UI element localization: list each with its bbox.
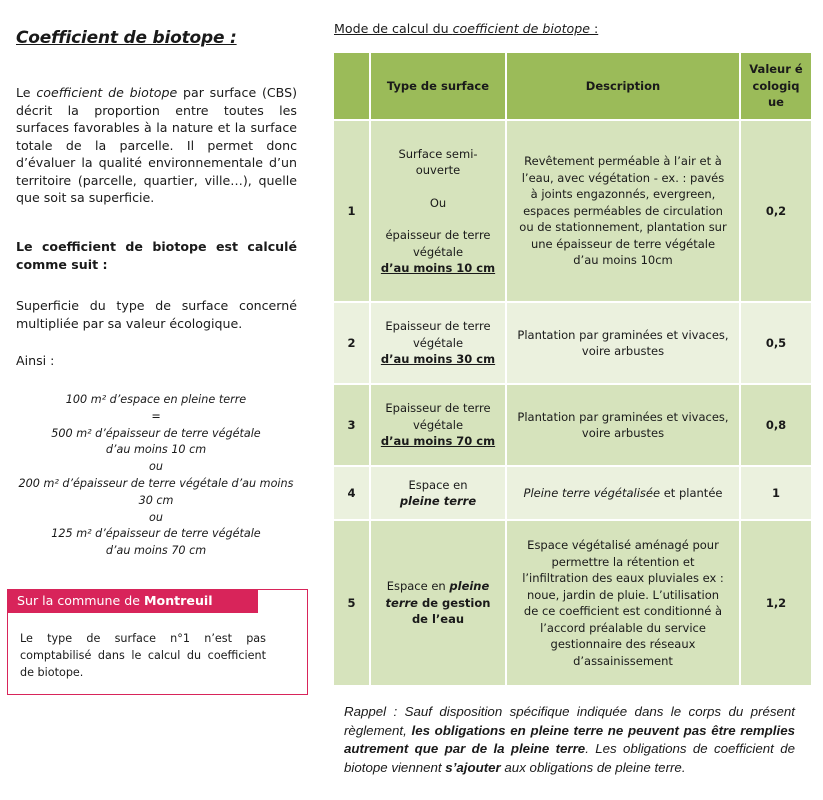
table-title: [334, 21, 598, 36]
type-line: épaisseur de terre végétale: [385, 228, 491, 259]
ainsi-label: Ainsi :: [16, 353, 55, 368]
example-line: 125 m² d’épaisseur de terre végétale: [51, 527, 261, 541]
row-type: [370, 466, 506, 520]
example-line: 200 m² d’épaisseur de terre végétale d’au moins: [18, 476, 294, 490]
type-line: Ou: [429, 195, 447, 210]
example-line: d’au moins 10 cm: [105, 443, 207, 457]
rappel-paragraph: [344, 703, 795, 777]
row-type: [370, 384, 506, 466]
table-row: [333, 520, 812, 686]
box-header-city: Montreuil: [144, 593, 213, 608]
type-text: Espace en: [408, 477, 468, 492]
type-bold: de gestion de l’eau: [411, 595, 491, 627]
header-type: Type de surface: [370, 52, 506, 120]
row-valeur: 0,5: [740, 302, 812, 384]
header-valeur: Valeur écologique: [740, 52, 812, 120]
table-row: [333, 302, 812, 384]
row-num: 4: [333, 466, 370, 520]
page-title: Coefficient de biotope :: [16, 28, 237, 48]
intro-paragraph: [16, 84, 297, 207]
row-valeur: 0,8: [740, 384, 812, 466]
example-line: ou: [149, 460, 163, 474]
rappel-bold: les obligations en pleine terre ne peuvent pas être remplies autrement que par de la pleine terre: [344, 722, 795, 756]
rappel-text: . Les obligations de coefficient de biotope viennent: [344, 741, 795, 775]
rappel-bold: s’ajouter: [445, 759, 501, 775]
example-line: 30 cm: [138, 493, 174, 507]
type-underlined: d’au moins 70 cm: [380, 434, 496, 449]
row-valeur: 1: [740, 466, 812, 520]
description-italic: Pleine terre végétalisée: [523, 485, 661, 500]
examples-block: [10, 392, 302, 560]
example-line: 500 m² d’épaisseur de terre végétale: [51, 426, 261, 440]
table-title-end: :: [589, 21, 599, 36]
rappel-text: aux obligations de pleine terre.: [500, 759, 686, 775]
row-type: [370, 302, 506, 384]
example-line: =: [151, 409, 161, 423]
type-underlined: d’au moins 10 cm: [380, 261, 496, 275]
row-description: Revêtement perméable à l’air et à l’eau, avec végétation - ex. : pavés à joints engazonnés, evergreen, espaces perméables de circulation ou de stationnement, plantation sur une épaisseur de terre végétale d’au moins 10cm: [506, 120, 740, 302]
type-line: Epaisseur de terre végétale: [385, 319, 491, 350]
example-line: d’au moins 70 cm: [105, 544, 207, 558]
row-num: 2: [333, 302, 370, 384]
row-description: [506, 466, 740, 520]
example-line: 100 m² d’espace en pleine terre: [65, 393, 247, 406]
table-title-start: Mode de calcul du: [334, 21, 453, 36]
row-num: 1: [333, 120, 370, 302]
table-row: [333, 120, 812, 302]
intro-text-rest: par surface (CBS) décrit la proportion entre toutes les surfaces favorables à la nature et la surface totale de la parcelle. Il permet donc d’évaluer la qualité environnementale d’un territoire (parcelle, quartier, ville…), quelle que soit sa superficie.: [16, 85, 297, 205]
row-description: Plantation par graminées et vivaces, voire arbustes: [506, 384, 740, 466]
biotope-table: [332, 51, 813, 687]
type-line: Surface semi-ouverte: [398, 146, 478, 177]
rappel-text: Rappel : Sauf disposition spécifique indiquée dans le corps du présent règlement,: [344, 704, 795, 738]
type-underlined: d’au moins 30 cm: [380, 352, 496, 367]
table-header-row: [333, 52, 812, 120]
description-text: et plantée: [660, 485, 723, 500]
box-header-text: Sur la commune de: [17, 593, 145, 608]
type-text: Espace en: [386, 579, 450, 594]
example-line: ou: [149, 510, 163, 524]
header-description: Description: [506, 52, 740, 120]
table-row: [333, 384, 812, 466]
row-description: Espace végétalisé aménagé pour permettre la rétention et l’infiltration des eaux pluviales ex : noue, jardin de pluie. L’utilisation de ce coefficient est conditionné à l’accord préalable du service gestionnaire des réseaux d’assainissement: [506, 520, 740, 686]
left-column: [0, 0, 320, 800]
type-bold-italic: pleine terre: [385, 579, 490, 610]
header-num: [333, 52, 370, 120]
row-valeur: 1,2: [740, 520, 812, 686]
type-bold-italic: pleine terre: [399, 494, 477, 508]
row-type: [370, 120, 506, 302]
type-line: Epaisseur de terre végétale: [385, 401, 491, 432]
montreuil-box-body: Le type de surface n°1 n’est pas comptabilisé dans le calcul du coefficient de biotope.: [20, 632, 266, 679]
intro-text-start: Le: [16, 85, 37, 100]
table-row: [333, 466, 812, 520]
calc-heading: Le coefficient de biotope est calculé comme suit :: [16, 239, 297, 272]
montreuil-box-header: [7, 589, 258, 613]
intro-text-emphasis: coefficient de biotope: [36, 85, 178, 100]
row-description: Plantation par graminées et vivaces, voire arbustes: [506, 302, 740, 384]
superficie-paragraph: Superficie du type de surface concerné multipliée par sa valeur écologique.: [16, 298, 297, 331]
row-num: 5: [333, 520, 370, 686]
table-title-emphasis: coefficient de biotope: [452, 21, 590, 36]
row-valeur: 0,2: [740, 120, 812, 302]
row-type: [370, 520, 506, 686]
row-num: 3: [333, 384, 370, 466]
